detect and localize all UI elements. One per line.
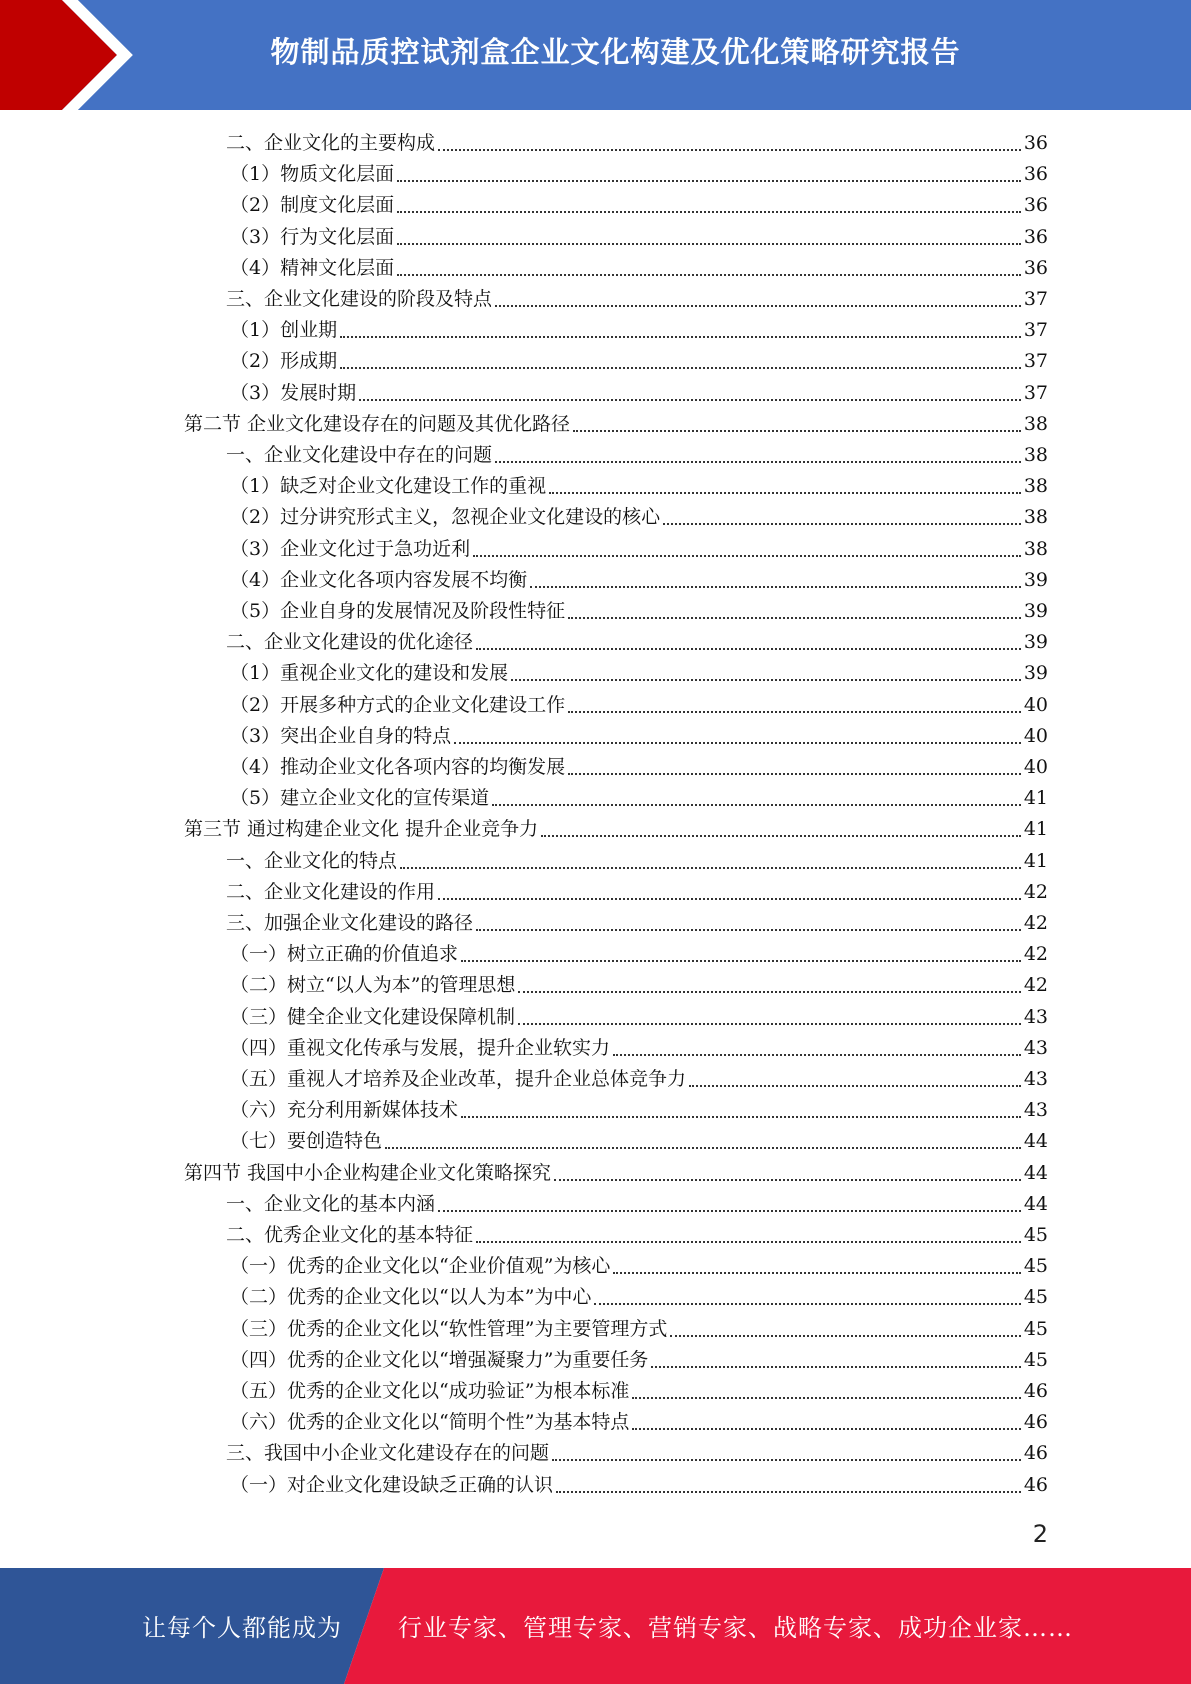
toc-dot-leader [438,148,1021,151]
toc-entry-page: 36 [1023,225,1048,248]
toc-entry[interactable] [226,908,1048,939]
toc-entry-page: 39 [1023,568,1048,591]
toc-entry-title: 三、企业文化建设的阶段及特点 [226,288,493,310]
toc-entry-title: （1）重视企业文化的建设和发展 [230,662,509,685]
toc-entry[interactable] [230,222,1048,253]
toc-entry[interactable] [226,846,1048,877]
toc-dot-leader [454,741,1021,744]
toc-entry-title: （3）行为文化层面 [230,225,395,248]
toc-entry-page: 46 [1023,1411,1048,1434]
toc-entry[interactable] [230,502,1048,533]
toc-entry-page: 43 [1023,1099,1048,1122]
toc-entry-page: 43 [1023,1005,1048,1028]
toc-dot-leader [689,1084,1021,1087]
toc-entry-page: 37 [1023,319,1048,342]
toc-entry[interactable] [226,627,1048,658]
toc-entry[interactable] [230,721,1048,752]
toc-entry-title: （3）突出企业自身的特点 [230,724,452,747]
toc-dot-leader [670,1334,1020,1337]
toc-entry-title: （1）创业期 [230,319,338,342]
toc-entry-page: 42 [1023,943,1048,966]
toc-entry-page: 36 [1023,163,1048,186]
toc-entry-title: （1）缺乏对企业文化建设工作的重视 [230,475,547,498]
toc-dot-leader [632,1396,1020,1399]
toc-entry[interactable] [226,284,1048,315]
toc-dot-leader [476,928,1021,931]
toc-entry-title: 第二节 企业文化建设存在的问题及其优化路径 [184,412,571,435]
toc-entry-page: 43 [1023,1036,1048,1059]
toc-entry[interactable] [230,658,1048,689]
toc-dot-leader [461,959,1021,962]
toc-dot-leader [554,1178,1021,1181]
toc-entry-title: （四）优秀的企业文化以“增强凝聚力”为重要任务 [230,1348,649,1371]
toc-entry-page: 39 [1023,662,1048,685]
toc-dot-leader [552,1458,1021,1461]
toc-entry-page: 37 [1023,288,1048,310]
toc-entry-page: 41 [1023,787,1048,810]
toc-entry-page: 36 [1023,256,1048,279]
toc-entry[interactable] [230,596,1048,627]
toc-entry[interactable] [230,190,1048,221]
toc-entry[interactable] [226,1438,1048,1469]
toc-entry-title: （四）重视文化传承与发展，提升企业软实力 [230,1036,611,1059]
toc-entry[interactable] [230,159,1048,190]
toc-dot-leader [438,1209,1021,1212]
toc-entry-page: 42 [1023,912,1048,934]
toc-entry-title: （1）物质文化层面 [230,163,395,186]
toc-entry-title: （五）重视人才培养及企业改革，提升企业总体竞争力 [230,1068,687,1090]
toc-entry-title: 一、企业文化的特点 [226,849,398,872]
toc-entry-page: 38 [1023,475,1048,498]
toc-entry[interactable] [230,1095,1048,1126]
toc-entry-title: （4）精神文化层面 [230,256,395,279]
toc-dot-leader [613,1271,1020,1274]
toc-entry-page: 45 [1023,1286,1048,1309]
toc-entry-page: 46 [1023,1473,1048,1496]
toc-dot-leader [518,990,1020,993]
toc-entry-page: 40 [1023,693,1048,716]
toc-dot-leader [568,616,1021,619]
toc-dot-leader [495,304,1021,307]
toc-entry-page: 38 [1023,537,1048,560]
toc-entry[interactable] [230,1407,1048,1438]
toc-entry[interactable] [230,939,1048,970]
toc-entry[interactable] [230,1126,1048,1157]
toc-entry-page: 43 [1023,1068,1048,1090]
toc-dot-leader [397,179,1021,182]
toc-entry-title: 二、企业文化的主要构成 [226,132,436,154]
toc-entry[interactable] [230,1376,1048,1407]
toc-dot-leader [594,1302,1020,1305]
toc-dot-leader [495,460,1021,463]
toc-entry-page: 45 [1023,1224,1048,1246]
toc-dot-leader [663,522,1021,525]
page-header [0,0,1191,110]
toc-entry-title: （五）优秀的企业文化以“成功验证”为根本标准 [230,1380,630,1402]
toc-entry-title: （4）企业文化各项内容发展不均衡 [230,568,528,591]
toc-dot-leader [340,335,1021,338]
toc-entry-title: （二）优秀的企业文化以“以人为本”为中心 [230,1286,592,1309]
toc-entry-page: 45 [1023,1348,1048,1371]
toc-entry[interactable] [230,346,1048,377]
toc-entry-page: 38 [1023,506,1048,529]
toc-entry-title: （2）形成期 [230,350,338,373]
page-footer [0,1568,1191,1684]
toc-entry-page: 42 [1023,974,1048,997]
toc-dot-leader [568,710,1021,713]
toc-entry[interactable] [230,378,1048,409]
toc-entry-title: 一、企业文化的基本内涵 [226,1192,436,1215]
toc-dot-leader [397,210,1021,213]
toc-entry-title: （2）制度文化层面 [230,194,395,217]
toc-entry[interactable] [226,440,1048,471]
toc-entry-page: 39 [1023,600,1048,622]
toc-entry-title: 二、企业文化建设的作用 [226,880,436,903]
toc-dot-leader [397,242,1021,245]
toc-entry-page: 38 [1023,412,1048,435]
toc-entry-title: （一）树立正确的价值追求 [230,943,459,966]
toc-entry-page: 40 [1023,724,1048,747]
toc-entry-title: （2）开展多种方式的企业文化建设工作 [230,693,566,716]
toc-dot-leader [476,647,1021,650]
toc-entry[interactable] [226,128,1048,159]
toc-dot-leader [651,1365,1020,1368]
toc-dot-leader [568,772,1021,775]
toc-entry[interactable] [226,877,1048,908]
toc-entry-page: 45 [1023,1317,1048,1340]
toc-entry-page: 46 [1023,1380,1048,1402]
toc-entry[interactable] [226,1220,1048,1251]
toc-entry-title: 二、优秀企业文化的基本特征 [226,1224,474,1246]
toc-dot-leader [549,491,1021,494]
toc-entry[interactable] [230,253,1048,284]
toc-entry-title: （5）建立企业文化的宣传渠道 [230,787,490,810]
toc-entry-title: （3）企业文化过于急功近利 [230,537,471,560]
toc-entry-page: 36 [1023,132,1048,154]
toc-entry-title: （5）企业自身的发展情况及阶段性特征 [230,600,566,622]
toc-entry-page: 38 [1023,444,1048,466]
toc-entry-title: （二）树立“以人为本”的管理思想 [230,974,516,997]
toc-entry-title: （三）优秀的企业文化以“软性管理”为主要管理方式 [230,1317,668,1340]
toc-entry-page: 44 [1023,1192,1048,1215]
toc-dot-leader [476,1240,1021,1243]
toc-dot-leader [518,1022,1021,1025]
toc-entry-page: 41 [1023,849,1048,872]
toc-entry-title: （一）对企业文化建设缺乏正确的认识 [230,1473,554,1496]
toc-dot-leader [530,585,1021,588]
toc-dot-leader [632,1427,1020,1430]
toc-entry-title: 一、企业文化建设中存在的问题 [226,444,493,466]
toc-dot-leader [359,398,1021,401]
toc-entry[interactable] [230,1251,1048,1282]
toc-entry-page: 39 [1023,631,1048,654]
toc-entry[interactable] [230,1314,1048,1345]
toc-dot-leader [400,866,1021,869]
toc-entry[interactable] [184,1158,1048,1189]
toc-entry-title: （一）优秀的企业文化以“企业价值观”为核心 [230,1255,611,1278]
toc-entry-page: 36 [1023,194,1048,217]
toc-entry-title: 第四节 我国中小企业构建企业文化策略探究 [184,1161,552,1184]
page-number: 2 [1032,1520,1048,1548]
toc-entry[interactable] [230,1033,1048,1064]
toc-dot-leader [556,1490,1021,1493]
document-title: 物制品质控试剂盒企业文化构建及优化策略研究报告 [270,35,961,69]
toc-entry[interactable] [230,970,1048,1001]
toc-entry-title: 三、我国中小企业文化建设存在的问题 [226,1442,550,1465]
toc-entry-page: 37 [1023,350,1048,373]
toc-entry-page: 41 [1023,818,1048,841]
toc-entry-page: 44 [1023,1161,1048,1184]
toc-dot-leader [613,1053,1021,1056]
toc-entry[interactable] [230,1282,1048,1313]
toc-entry[interactable] [184,814,1048,845]
toc-entry[interactable] [230,534,1048,565]
toc-entry-title: （六）优秀的企业文化以“简明个性”为基本特点 [230,1411,630,1434]
toc-entry-title: （3）发展时期 [230,381,357,404]
toc-entry[interactable] [184,409,1048,440]
toc-entry[interactable] [230,1470,1048,1501]
toc-entry[interactable] [230,690,1048,721]
toc-entry-title: 三、加强企业文化建设的路径 [226,912,474,934]
toc-entry[interactable] [230,315,1048,346]
toc-dot-leader [340,366,1021,369]
toc-entry-title: （2）过分讲究形式主义，忽视企业文化建设的核心 [230,506,661,529]
toc-entry[interactable] [230,783,1048,814]
toc-dot-leader [541,834,1021,837]
footer-slogan-right: 行业专家、管理专家、营销专家、战略专家、成功企业家…… [398,1614,1073,1642]
toc-dot-leader [492,803,1021,806]
toc-entry-title: （4）推动企业文化各项内容的均衡发展 [230,756,566,778]
toc-entry-title: （七）要创造特色 [230,1130,383,1153]
toc-entry[interactable] [230,1002,1048,1033]
toc-entry-title: 第三节 通过构建企业文化 提升企业竞争力 [184,818,539,841]
toc-entry[interactable] [230,1345,1048,1376]
toc-dot-leader [511,678,1021,681]
toc-dot-leader [397,273,1021,276]
toc-entry[interactable] [226,1189,1048,1220]
toc-entry-title: 二、企业文化建设的优化途径 [226,631,474,654]
toc-entry-page: 40 [1023,756,1048,778]
footer-slogan-left: 让每个人都能成为 [142,1614,342,1642]
toc-entry-title: （三）健全企业文化建设保障机制 [230,1005,516,1028]
toc-entry[interactable] [230,471,1048,502]
toc-entry-page: 42 [1023,880,1048,903]
toc-entry-page: 37 [1023,381,1048,404]
toc-entry-title: （六）充分利用新媒体技术 [230,1099,459,1122]
toc-entry-page: 44 [1023,1130,1048,1153]
toc-entry[interactable] [230,752,1048,783]
toc-dot-leader [573,429,1021,432]
toc-dot-leader [473,554,1021,557]
toc-dot-leader [385,1146,1021,1149]
toc-entry-page: 46 [1023,1442,1048,1465]
toc-entry[interactable] [230,565,1048,596]
toc-entry-page: 45 [1023,1255,1048,1278]
toc-dot-leader [461,1115,1021,1118]
toc-entry[interactable] [230,1064,1048,1095]
toc-dot-leader [438,897,1021,900]
